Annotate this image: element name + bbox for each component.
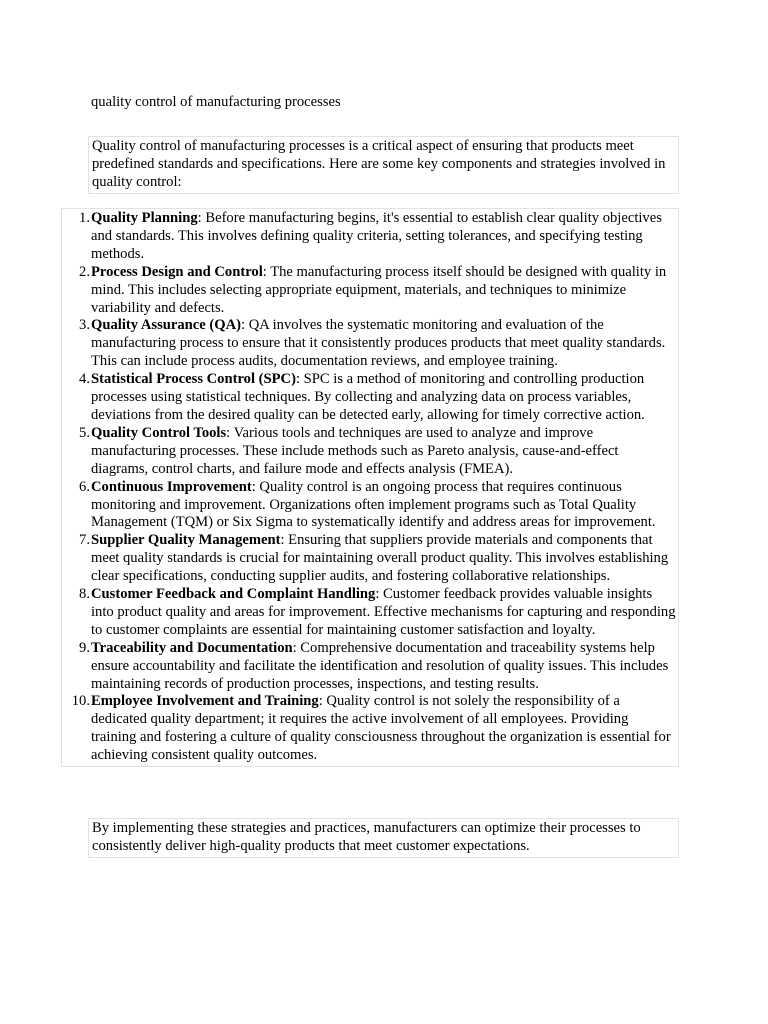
list-item-text: : Before manufacturing begins, it's essential to establish clear quality objectives and standards. This involves defining quality criteria, setting tolerances, and specifying testing methods.	[91, 210, 662, 262]
list-item	[62, 532, 676, 586]
list-item-body	[91, 586, 676, 640]
list-item	[62, 371, 676, 425]
list-item	[62, 693, 676, 765]
list-item-body	[91, 371, 676, 425]
list-item-body	[91, 264, 676, 318]
list-item-text: : Comprehensive documentation and traceability systems help ensure accountability and facilitate the identification and resolution of quality issues. This includes maintaining records of production processes, inspections, and testing results.	[91, 639, 669, 692]
list-item-term: Supplier Quality Management	[91, 532, 281, 549]
list-item-term: Quality Planning	[91, 210, 198, 226]
list-item-text: : Ensuring that suppliers provide materials and components that meet quality standards is crucial for maintaining overall product quality. This involves establishing clear specifications, conducting supplier audits, and fostering collaborative relationships.	[91, 532, 669, 585]
list-item-text: : Customer feedback provides valuable insights into product quality and areas for improvement. Effective mechanisms for capturing and responding to customer complaints are essential for maintaining customer satisfaction and loyalty.	[91, 586, 676, 638]
list-item-body	[91, 425, 676, 479]
list-item-body	[91, 210, 676, 264]
list-item-term: Employee Involvement and Training	[91, 693, 319, 710]
list-item-text: : Various tools and techniques are used to analyze and improve manufacturing processes. These include methods such as Pareto analysis, cause-and-effect diagrams, control charts, and failure mode and effects analysis (FMEA).	[91, 424, 619, 477]
intro-paragraph-box	[88, 136, 679, 194]
list-item-term: Statistical Process Control (SPC)	[91, 371, 296, 388]
list-item-number: 2.	[79, 263, 90, 280]
list-item-number: 9.	[79, 639, 90, 656]
list-item-term: Process Design and Control	[91, 263, 263, 280]
intro-paragraph: Quality control of manufacturing processes is a critical aspect of ensuring that products meet predefined standards and specifications. Here are some key components and strategies involved in quality control:	[92, 138, 666, 190]
list-item-term: Quality Control Tools	[91, 424, 227, 441]
list-item	[62, 210, 676, 264]
list-item	[62, 586, 676, 640]
list-item-text: : QA involves the systematic monitoring and evaluation of the manufacturing process to ensure that it consistently produces products that meet quality standards. This can include process audits, documentation reviews, and employee training.	[91, 317, 666, 370]
list-item-number: 10.	[71, 693, 90, 710]
list-item-term: Continuous Improvement	[91, 478, 252, 495]
list-item-body	[91, 479, 676, 533]
list-item-text: : Quality control is not solely the responsibility of a dedicated quality department; it requires the active involvement of all employees. Providing training and fostering a culture of quality consciousness throughout the organization is essential for achieving consistent quality outcomes.	[91, 693, 671, 764]
list-item-number: 4.	[79, 371, 90, 388]
list-item	[62, 479, 676, 533]
list-item	[62, 317, 676, 371]
list-item-number: 7.	[79, 532, 90, 549]
list-item	[62, 264, 676, 318]
list-item-term: Customer Feedback and Complaint Handling	[91, 586, 376, 603]
document-title: quality control of manufacturing processes	[91, 94, 341, 110]
list-item	[62, 425, 676, 479]
list-item-body	[91, 693, 676, 765]
list-item-term: Quality Assurance (QA)	[91, 317, 241, 334]
list-item-body	[91, 532, 676, 586]
list-item-body	[91, 317, 676, 371]
list-item-text: : SPC is a method of monitoring and controlling production processes using statistical techniques. By collecting and analyzing data on process variables, deviations from the desired quality can be detected early, allowing for timely corrective action.	[91, 371, 645, 423]
list-item	[62, 640, 676, 694]
closing-paragraph-box	[88, 818, 679, 858]
list-item-text: : The manufacturing process itself should be designed with quality in mind. This includes selecting appropriate equipment, materials, and techniques to minimize variability and defects.	[91, 263, 667, 316]
closing-paragraph: By implementing these strategies and practices, manufacturers can optimize their processes to consistently deliver high-quality products that meet customer expectations.	[92, 820, 641, 854]
list-item-number: 6.	[79, 478, 90, 495]
list-item-number: 1.	[79, 210, 90, 226]
list-item-number: 8.	[79, 586, 90, 603]
strategies-list-box	[61, 208, 679, 767]
list-item-body	[91, 640, 676, 694]
list-item-term: Traceability and Documentation	[91, 639, 293, 656]
list-item-number: 3.	[79, 317, 90, 334]
list-item-text: : Quality control is an ongoing process that requires continuous monitoring and improvement. Organizations often implement programs such as Total Quality Management (TQM) or Six Sigma to systematically identify and address areas for improvement.	[91, 478, 656, 531]
list-item-number: 5.	[79, 424, 90, 441]
strategies-list	[62, 210, 676, 765]
